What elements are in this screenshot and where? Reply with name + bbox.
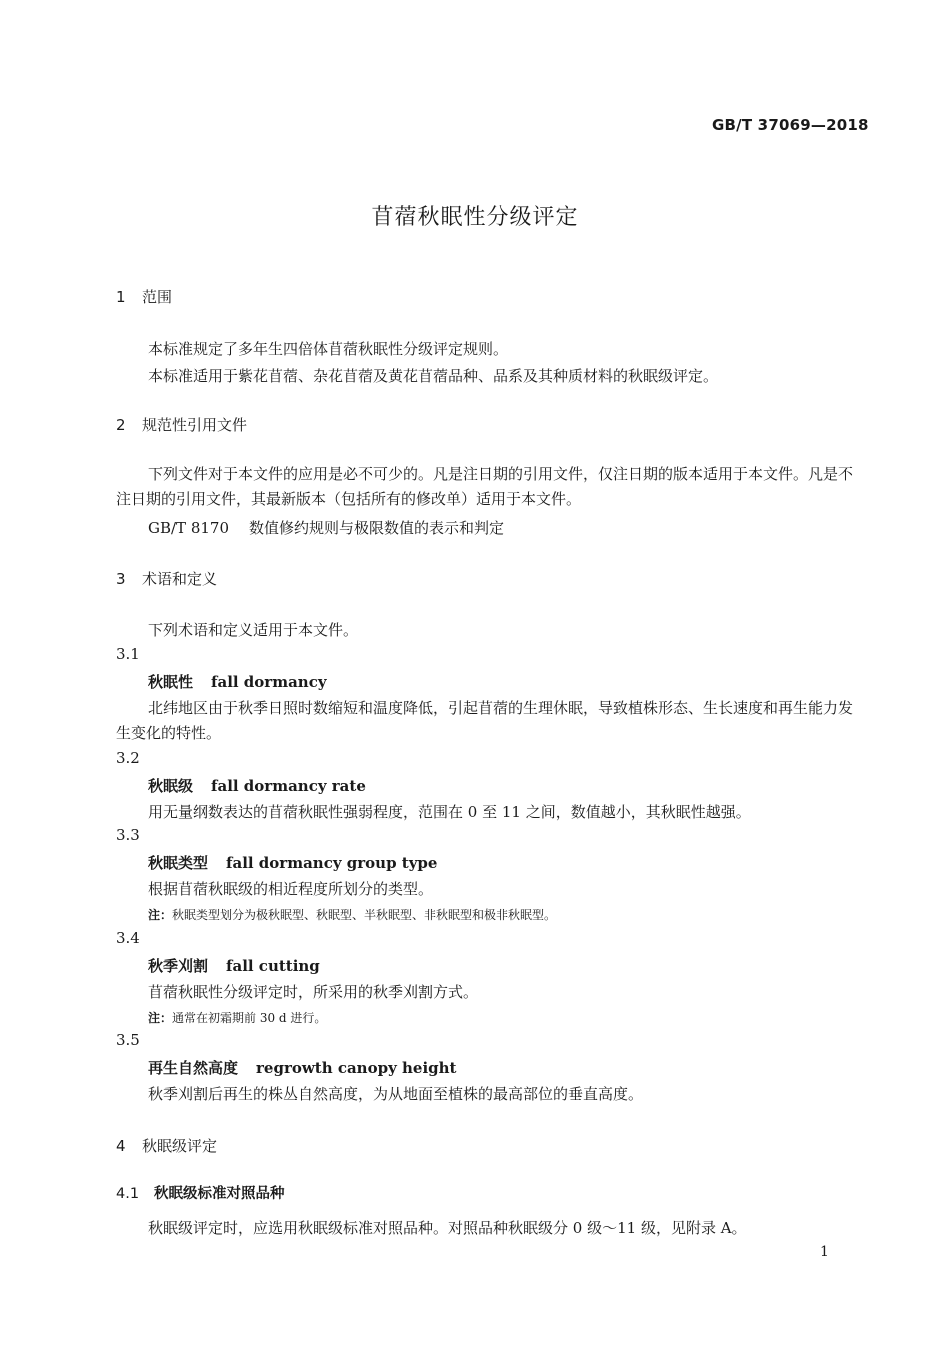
term-entry [148,775,366,796]
term-en: fall dormancy [211,673,327,691]
term-note [148,1009,326,1026]
term-definition: 用无量纲数表达的苜蓿秋眠性强弱程度，范围在 0 至 11 之间，数值越小，其秋眠性越强。 [148,803,751,821]
term-definition: 苜蓿秋眠性分级评定时，所采用的秋季刈割方式。 [148,983,479,1001]
term-entry [148,852,437,873]
document-title: 苜蓿秋眠性分级评定 [371,205,579,230]
reference-code: GB/T 8170 [148,519,230,537]
section-2-heading [116,414,247,435]
term-number: 3.1 [116,645,140,663]
term-definition: 秋季刈割后再生的株丛自然高度，为从地面至植株的最高部位的垂直高度。 [148,1085,644,1103]
reference-title: 数值修约规则与极限数值的表示和判定 [249,519,505,537]
section-4-heading [116,1135,217,1156]
subsection-title: 秋眠级标准对照品种 [154,1186,285,1202]
paragraph: 本标准适用于紫花苜蓿、杂花苜蓿及黄花苜蓿品种、品系及其种质材料的秋眠级评定。 [148,367,719,385]
note-text: 秋眠类型划分为极秋眠型、秋眠型、半秋眠型、非秋眠型和极非秋眠型。 [172,908,557,922]
term-zh: 秋季刈割 [148,957,209,975]
paragraph: 下列术语和定义适用于本文件。 [148,621,359,639]
term-en: fall cutting [226,957,320,975]
section-title: 范围 [142,288,173,306]
section-number: 2 [116,416,126,434]
paragraph: 本标准规定了多年生四倍体苜蓿秋眠性分级评定规则。 [148,340,509,358]
term-entry [148,955,320,976]
section-title: 术语和定义 [142,570,218,588]
note-text: 通常在初霜期前 30 d 进行。 [172,1011,327,1025]
paragraph: 下列文件对于本文件的应用是必不可少的。凡是注日期的引用文件，仅注日期的版本适用于本文件。凡是不注日期的引用文件，其最新版本（包括所有的修改单）适用于本文件。 [116,465,854,508]
term-number: 3.3 [116,826,140,844]
term-en: regrowth canopy height [256,1059,457,1077]
term-zh: 秋眠性 [148,673,194,691]
standard-code: GB/T 37069—2018 [712,116,869,134]
subsection-4-1-heading [116,1182,285,1203]
section-number: 4 [116,1137,126,1155]
section-title: 秋眠级评定 [142,1137,218,1155]
section-number: 1 [116,288,126,306]
term-en: fall dormancy rate [211,777,366,795]
term-entry [148,671,327,692]
note-label: 注： [148,1011,173,1025]
normative-reference [148,517,504,538]
paragraph: 秋眠级评定时，应选用秋眠级标准对照品种。对照品种秋眠级分 0 级～11 级，见附录 A。 [148,1219,747,1237]
term-zh: 秋眠级 [148,777,194,795]
term-definition: 根据苜蓿秋眠级的相近程度所划分的类型。 [148,880,434,898]
section-number: 3 [116,570,126,588]
subsection-number: 4.1 [116,1186,140,1202]
term-zh: 秋眠类型 [148,854,209,872]
section-1-heading [116,286,172,307]
term-note [148,906,556,923]
term-definition: 北纬地区由于秋季日照时数缩短和温度降低，引起苜蓿的生理休眠，导致植株形态、生长速度和再生能力发生变化的特性。 [116,699,854,742]
term-zh: 再生自然高度 [148,1059,239,1077]
term-number: 3.2 [116,749,140,767]
term-en: fall dormancy group type [226,854,438,872]
term-entry [148,1057,457,1078]
term-number: 3.5 [116,1031,140,1049]
section-title: 规范性引用文件 [142,416,248,434]
note-label: 注： [148,908,173,922]
term-number: 3.4 [116,929,140,947]
section-3-heading [116,568,217,589]
page-number: 1 [820,1244,829,1260]
